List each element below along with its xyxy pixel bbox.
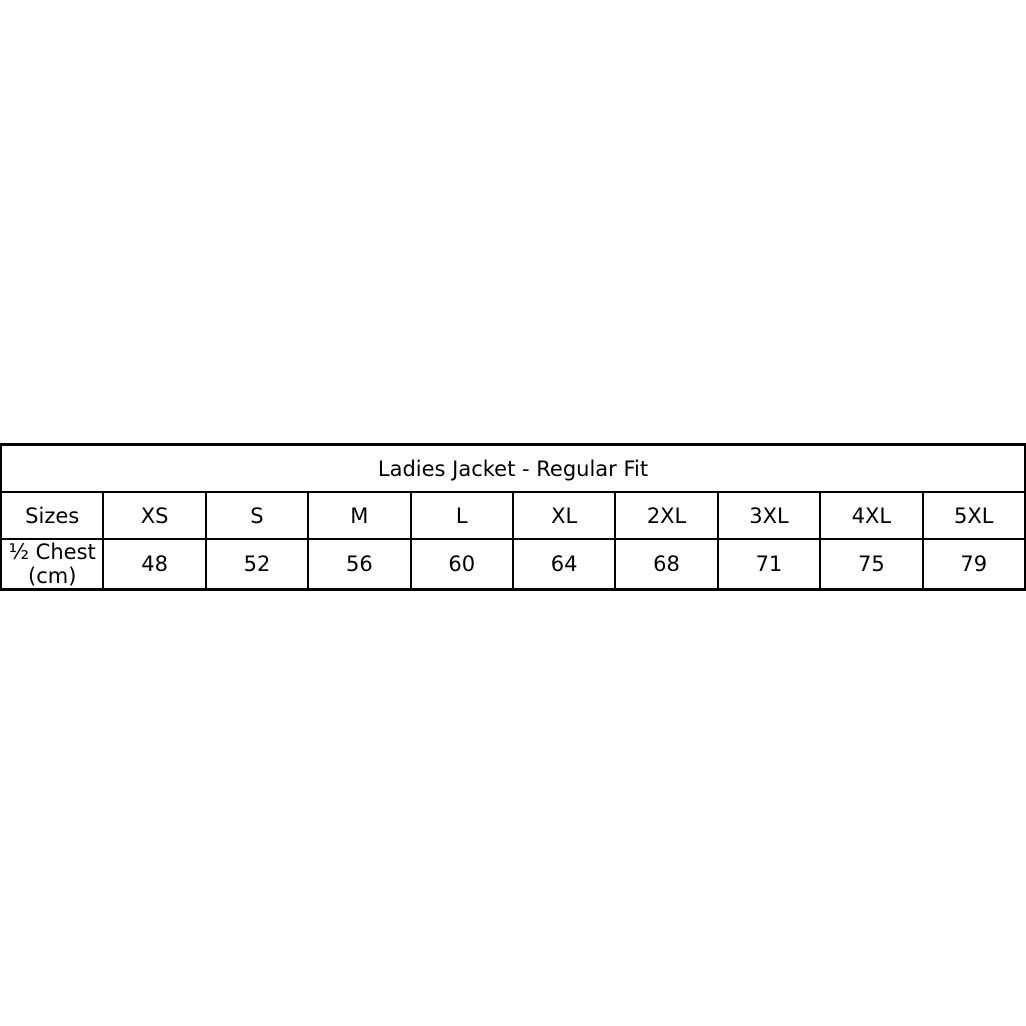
size-chart-container (0, 443, 1026, 591)
chest-value-xl: 64 (513, 539, 615, 590)
size-header-5xl: 5XL (923, 492, 1025, 539)
size-chart-table (0, 443, 1026, 591)
size-header-l: L (411, 492, 513, 539)
size-header-3xl: 3XL (718, 492, 820, 539)
size-header-4xl: 4XL (820, 492, 922, 539)
chest-value-4xl: 75 (820, 539, 922, 590)
size-header-m: M (308, 492, 410, 539)
size-header-2xl: 2XL (615, 492, 717, 539)
table-row-chest (1, 539, 1025, 590)
sizes-row-label: Sizes (1, 492, 103, 539)
chest-value-l: 60 (411, 539, 513, 590)
table-row-title (1, 445, 1025, 493)
chart-title: Ladies Jacket - Regular Fit (1, 445, 1025, 493)
chest-row-label: ½ Chest (cm) (1, 539, 103, 590)
size-header-s: S (206, 492, 308, 539)
size-header-xl: XL (513, 492, 615, 539)
chest-value-xs: 48 (103, 539, 205, 590)
chest-value-m: 56 (308, 539, 410, 590)
chest-value-3xl: 71 (718, 539, 820, 590)
size-header-xs: XS (103, 492, 205, 539)
size-chart-body (1, 445, 1025, 590)
chest-value-5xl: 79 (923, 539, 1025, 590)
chest-value-2xl: 68 (615, 539, 717, 590)
chest-value-s: 52 (206, 539, 308, 590)
table-row-sizes (1, 492, 1025, 539)
